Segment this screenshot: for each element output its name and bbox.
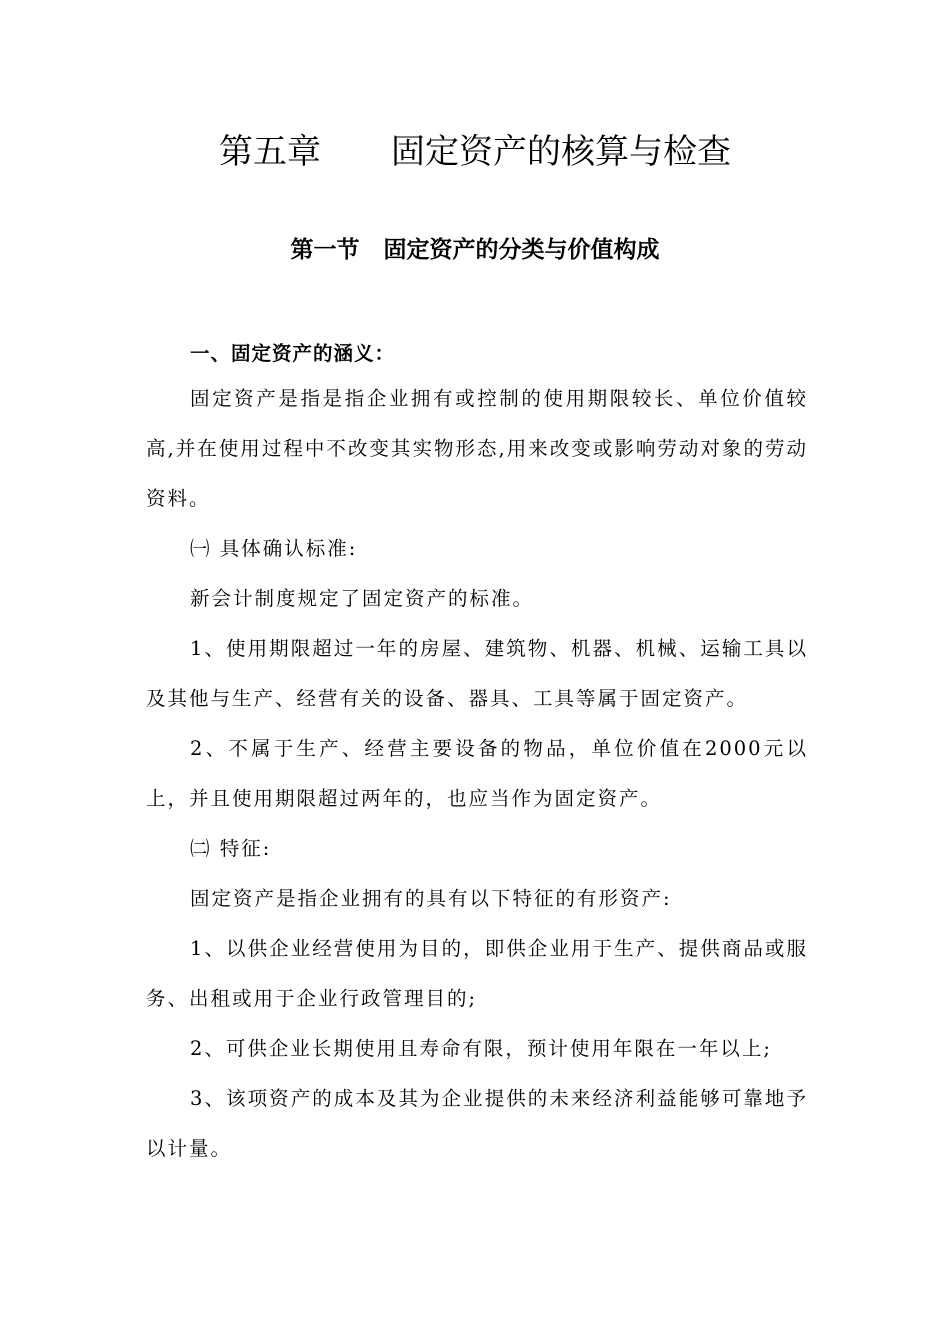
paragraph-standard-2: 2、不属于生产、经营主要设备的物品，单位价值在2000元以上，并且使用期限超过两年的，也应当作为固定资产。 bbox=[146, 737, 808, 810]
heading-definition: 一、固定资产的涵义： bbox=[190, 342, 396, 365]
paragraph-standard-1: 1、使用期限超过一年的房屋、建筑物、机器、机械、运输工具以及其他与生产、经营有关的设备、器具、工具等属于固定资产。 bbox=[146, 637, 808, 710]
chapter-name: 固定资产的核算与检查 bbox=[391, 132, 731, 172]
chapter-title bbox=[0, 130, 950, 174]
paragraph-definition: 固定资产是指是指企业拥有或控制的使用期限较长、单位价值较高,并在使用过程中不改变其实物形态,用来改变或影响劳动对象的劳动资料。 bbox=[146, 387, 808, 510]
section-name: 固定资产的分类与价值构成 bbox=[383, 237, 660, 263]
paragraph-standard-intro: 新会计制度规定了固定资产的标准。 bbox=[190, 587, 535, 610]
paragraph-feature-3: 3、该项资产的成本及其为企业提供的未来经济利益能够可靠地予以计量。 bbox=[146, 1087, 808, 1160]
section-title bbox=[0, 234, 950, 266]
subheading-features: ㈡ 特征: bbox=[190, 837, 272, 860]
subheading-standard: ㈠ 具体确认标准: bbox=[190, 537, 358, 560]
paragraph-feature-2: 2、可供企业长期使用且寿命有限，预计使用年限在一年以上; bbox=[190, 1037, 772, 1060]
paragraph-feature-intro: 固定资产是指企业拥有的具有以下特征的有形资产: bbox=[190, 887, 672, 910]
section-number: 第一节 bbox=[290, 237, 360, 263]
paragraph-feature-1: 1、以供企业经营使用为目的，即供企业用于生产、提供商品或服务、出租或用于企业行政管理目的; bbox=[146, 937, 808, 1010]
chapter-number: 第五章 bbox=[219, 132, 321, 172]
